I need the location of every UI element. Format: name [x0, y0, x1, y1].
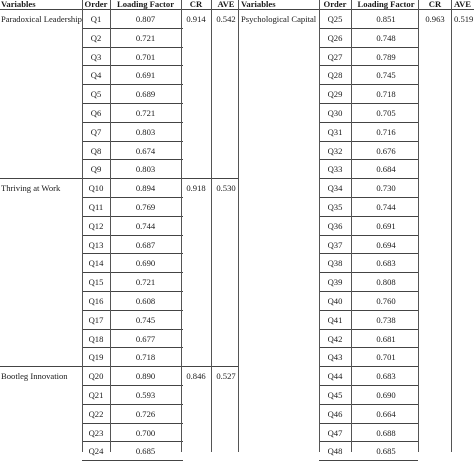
loading-factor-cell: 0.593 [135, 390, 156, 400]
order-cell-2: Q37 [327, 239, 343, 250]
row-rule [319, 385, 418, 386]
order-cell-2: Q31 [327, 126, 343, 137]
column-rule [211, 0, 212, 452]
order-cell: Q3 [90, 51, 102, 62]
order-cell: Q19 [88, 352, 104, 363]
loading-factor-cell-2: 0.760 [376, 296, 396, 306]
order-cell-2: Q48 [327, 446, 343, 457]
row-rule [0, 366, 238, 367]
column-rule [319, 0, 320, 452]
loading-factor-cell-2: 0.789 [376, 51, 396, 62]
loading-factor-cell-2: 0.716 [376, 126, 396, 137]
order-cell-2: Q29 [327, 89, 343, 100]
loading-factor-cell-2: 0.851 [376, 14, 396, 24]
row-rule [319, 28, 418, 29]
header-cr-2: CR [428, 0, 442, 9]
row-rule [82, 291, 183, 292]
loading-factor-cell-2: 0.664 [376, 408, 396, 419]
ave-cell: 0.530 [216, 183, 236, 194]
cr-cell: 0.918 [186, 183, 206, 194]
loading-factor-cell: 0.690 [135, 258, 156, 269]
order-cell: Q9 [90, 164, 102, 175]
row-rule [319, 460, 418, 461]
order-cell: Q7 [90, 126, 102, 137]
order-cell: Q15 [88, 277, 104, 288]
column-rule [418, 0, 419, 452]
loading-factor-cell-2: 0.701 [376, 352, 396, 363]
order-cell-2: Q25 [327, 14, 343, 24]
loading-factor-cell: 0.803 [135, 126, 156, 137]
order-cell: Q17 [88, 314, 104, 325]
row-rule [319, 423, 418, 424]
row-rule [319, 235, 418, 236]
order-cell: Q23 [88, 427, 104, 438]
order-cell-2: Q28 [327, 70, 343, 81]
order-cell-2: Q42 [327, 333, 343, 344]
order-cell: Q11 [88, 202, 104, 212]
variable-name: Paradoxical Leadership [1, 14, 82, 24]
row-rule [319, 441, 418, 442]
order-cell-2: Q41 [327, 314, 343, 325]
order-cell-2: Q46 [327, 408, 343, 419]
loading-factor-cell-2: 0.676 [376, 145, 396, 156]
loading-factor-cell-2: 0.744 [376, 202, 396, 212]
order-cell-2: Q32 [327, 145, 343, 156]
order-cell-2: Q45 [327, 390, 343, 400]
loading-factor-cell-2: 0.808 [376, 277, 396, 288]
loading-factor-cell: 0.726 [135, 408, 156, 419]
variable-name: Bootleg Innovation [1, 371, 68, 382]
row-rule [319, 216, 418, 217]
column-rule [451, 0, 452, 452]
loading-factor-cell: 0.807 [135, 14, 156, 24]
row-rule [319, 272, 418, 273]
row-rule [82, 84, 183, 85]
order-cell-2: Q40 [327, 296, 343, 306]
order-cell-2: Q33 [327, 164, 343, 175]
order-cell: Q14 [88, 258, 104, 269]
header-order-2: Order [323, 0, 347, 9]
loading-factor-cell: 0.701 [135, 51, 156, 62]
header-loading-factor-2: Loading Factor [357, 0, 415, 9]
column-rule [110, 0, 111, 452]
row-rule [319, 291, 418, 292]
loading-factor-cell-2: 0.745 [376, 70, 396, 81]
ave-cell: 0.527 [216, 371, 236, 382]
order-cell: Q22 [88, 408, 104, 419]
loading-factor-cell: 0.691 [135, 70, 156, 81]
loading-factor-cell-2: 0.688 [376, 427, 396, 438]
loading-factor-cell-2: 0.683 [376, 371, 396, 382]
loading-factor-cell-2: 0.694 [376, 239, 396, 250]
row-rule [82, 197, 183, 198]
header-cr: CR [189, 0, 203, 9]
row-rule [319, 366, 418, 367]
order-cell: Q8 [90, 145, 102, 156]
loading-factor-cell-2: 0.685 [376, 446, 396, 457]
variable-name-2: Psychological Capital [241, 14, 317, 24]
row-rule [319, 404, 418, 405]
row-rule [82, 441, 183, 442]
header-loading-factor: Loading Factor [116, 0, 175, 9]
cr-cell: 0.846 [186, 371, 206, 382]
order-cell: Q24 [88, 446, 104, 457]
order-cell: Q4 [90, 70, 102, 81]
row-rule [319, 347, 418, 348]
row-rule [319, 47, 418, 48]
loading-factor-cell: 0.685 [135, 446, 156, 457]
cr-cell-2: 0.963 [425, 14, 445, 24]
row-rule [319, 197, 418, 198]
order-cell: Q18 [88, 333, 104, 344]
loading-factor-cell: 0.890 [135, 371, 156, 382]
loading-factor-cell-2: 0.684 [376, 164, 396, 175]
loading-factor-cell-2: 0.730 [376, 183, 396, 194]
order-cell: Q5 [90, 89, 102, 100]
header-ave: AVE [217, 0, 235, 9]
order-cell-2: Q39 [327, 277, 343, 288]
row-rule [319, 253, 418, 254]
order-cell: Q6 [90, 108, 102, 118]
row-rule [82, 460, 183, 461]
cr-cell: 0.914 [186, 14, 206, 24]
loading-factor-cell-2: 0.738 [376, 314, 396, 325]
loading-factor-cell: 0.721 [135, 32, 156, 43]
row-rule [82, 122, 183, 123]
order-cell: Q2 [90, 32, 102, 43]
loading-factor-cell: 0.674 [135, 145, 156, 156]
row-rule [319, 159, 418, 160]
header-variables: Variables [1, 0, 36, 9]
row-rule [82, 385, 183, 386]
row-rule [0, 178, 238, 179]
order-cell-2: Q30 [327, 108, 343, 118]
row-rule [82, 404, 183, 405]
row-rule [319, 103, 418, 104]
row-rule [319, 122, 418, 123]
row-rule [319, 178, 418, 179]
row-rule [82, 103, 183, 104]
row-rule [82, 28, 183, 29]
order-cell: Q16 [88, 296, 104, 306]
ave-cell: 0.542 [216, 14, 236, 24]
header-variables-2: Variables [241, 0, 276, 9]
order-cell: Q12 [88, 220, 104, 231]
loading-factor-cell-2: 0.683 [376, 258, 396, 269]
loading-factor-cell-2: 0.681 [376, 333, 396, 344]
order-cell-2: Q47 [327, 427, 343, 438]
row-rule [82, 159, 183, 160]
column-rule [181, 0, 182, 452]
row-rule [82, 329, 183, 330]
order-cell-2: Q43 [327, 352, 343, 363]
loading-factor-cell: 0.721 [135, 108, 156, 118]
order-cell: Q1 [90, 14, 102, 24]
row-rule [82, 347, 183, 348]
loading-factor-cell: 0.677 [135, 333, 156, 344]
header-order: Order [84, 0, 108, 9]
row-rule [319, 65, 418, 66]
order-cell: Q13 [88, 239, 104, 250]
row-rule [319, 329, 418, 330]
row-rule [319, 310, 418, 311]
row-rule [319, 141, 418, 142]
order-cell-2: Q38 [327, 258, 343, 269]
order-cell-2: Q27 [327, 51, 343, 62]
variable-name: Thriving at Work [1, 183, 61, 194]
order-cell-2: Q44 [327, 371, 343, 382]
row-rule [82, 310, 183, 311]
row-rule [82, 235, 183, 236]
column-rule [82, 0, 83, 452]
row-rule [0, 9, 474, 10]
loading-factor-cell: 0.718 [135, 352, 156, 363]
order-cell: Q20 [88, 371, 104, 382]
loading-factor-cell: 0.700 [135, 427, 156, 438]
order-cell: Q21 [88, 390, 104, 400]
row-rule [319, 84, 418, 85]
row-rule [82, 141, 183, 142]
row-rule [82, 423, 183, 424]
loading-factor-cell: 0.687 [135, 239, 156, 250]
loading-factor-cell: 0.745 [135, 314, 156, 325]
ave-cell-2: 0.519 [454, 14, 474, 24]
row-rule [82, 65, 183, 66]
row-rule [82, 253, 183, 254]
order-cell-2: Q26 [327, 32, 343, 43]
column-rule [238, 0, 239, 452]
order-cell: Q10 [88, 183, 104, 194]
row-rule [82, 216, 183, 217]
header-ave-2: AVE [454, 0, 472, 9]
loading-factor-cell-2: 0.705 [376, 108, 396, 118]
order-cell-2: Q36 [327, 220, 343, 231]
order-cell-2: Q34 [327, 183, 343, 194]
loading-factor-cell-2: 0.691 [376, 220, 396, 231]
loading-factor-cell-2: 0.718 [376, 89, 396, 100]
loading-factor-cell: 0.721 [135, 277, 156, 288]
loading-factor-cell: 0.894 [135, 183, 156, 194]
column-rule [351, 0, 352, 452]
order-cell-2: Q35 [327, 202, 343, 212]
loading-factor-cell-2: 0.690 [376, 390, 396, 400]
loading-factor-cell: 0.803 [135, 164, 156, 175]
loading-factor-cell: 0.608 [135, 296, 156, 306]
loading-factor-cell: 0.744 [135, 220, 156, 231]
loading-factor-cell: 0.769 [135, 202, 156, 212]
row-rule [82, 272, 183, 273]
loading-factor-cell: 0.689 [135, 89, 156, 100]
row-rule [82, 47, 183, 48]
loading-factor-cell-2: 0.748 [376, 32, 396, 43]
